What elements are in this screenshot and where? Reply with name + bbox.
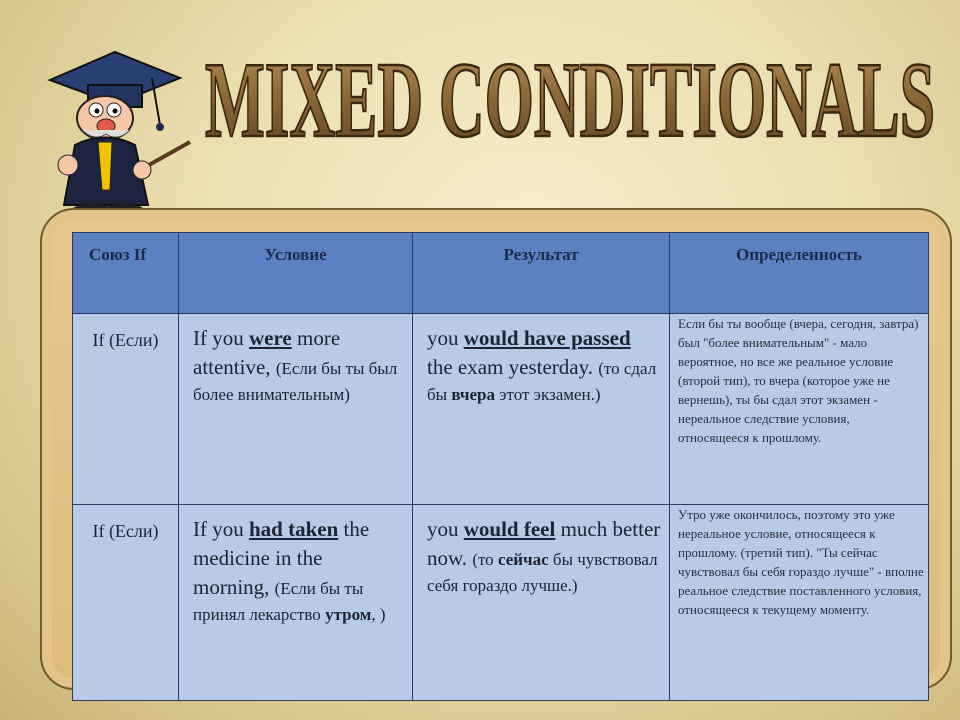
table-row (73, 505, 929, 701)
text: you (427, 326, 464, 350)
translation: (то сдал бы (427, 359, 657, 404)
verb-form: were (249, 326, 292, 350)
condition-cell (179, 505, 413, 701)
title-text: MIXED CONDITIONALS (205, 41, 935, 150)
header-result: Результат (413, 233, 670, 314)
verb-form: had taken (249, 517, 339, 541)
translation: (то (472, 550, 498, 569)
header-conjunction: Союз If (73, 233, 179, 314)
table-header-row (73, 233, 929, 314)
translation: этот экзамен.) (494, 385, 601, 404)
condition-cell (179, 314, 413, 505)
text: more attentive, (193, 326, 341, 379)
text: much better now. (427, 517, 661, 570)
row-label: If (Если) (73, 314, 179, 505)
page-title (200, 40, 940, 150)
result-cell (413, 505, 670, 701)
text: you (427, 517, 464, 541)
verb-form: would feel (463, 517, 556, 541)
translation: , ) (371, 605, 386, 624)
note-cell: Утро уже окончилось, поэтому это уже нереальное условие, относящееся к прошлому. (третий тип). "Ты сейчас чувствовал бы себя гораздо лучше" - вполне реальное следствие поставленного условия, относящееся к текущему моменту. (670, 505, 929, 701)
professor-mascot-icon (30, 30, 200, 220)
verb-form: would have passed (463, 326, 631, 350)
text: the medicine in the morning, (193, 517, 370, 599)
translation: бы чувствовал себя гораздо лучше.) (427, 550, 658, 595)
header-certainty: Определенность (670, 233, 929, 314)
translation-bold: утром (325, 605, 372, 624)
translation-bold: вчера (451, 385, 495, 404)
header-condition: Условие (179, 233, 413, 314)
row-label: If (Если) (73, 505, 179, 701)
text: the exam yesterday. (427, 355, 599, 379)
table-row (73, 314, 929, 505)
note-cell: Если бы ты вообще (вчера, сегодня, завтра) был "более внимательным" - мало вероятное, но все же реальное условие (второй тип), то вчера (которое уже не вернешь), ты бы сдал этот экзамен - нереальное следствие условия, относящееся к прошлому. (670, 314, 929, 505)
result-cell (413, 314, 670, 505)
text: If you (193, 326, 249, 350)
translation: (Если бы ты был более внимательным) (193, 359, 398, 404)
text: If you (193, 517, 249, 541)
translation-bold: сейчас (497, 550, 549, 569)
translation: (Если бы ты принял лекарство (193, 579, 364, 624)
conditionals-table (72, 232, 929, 701)
